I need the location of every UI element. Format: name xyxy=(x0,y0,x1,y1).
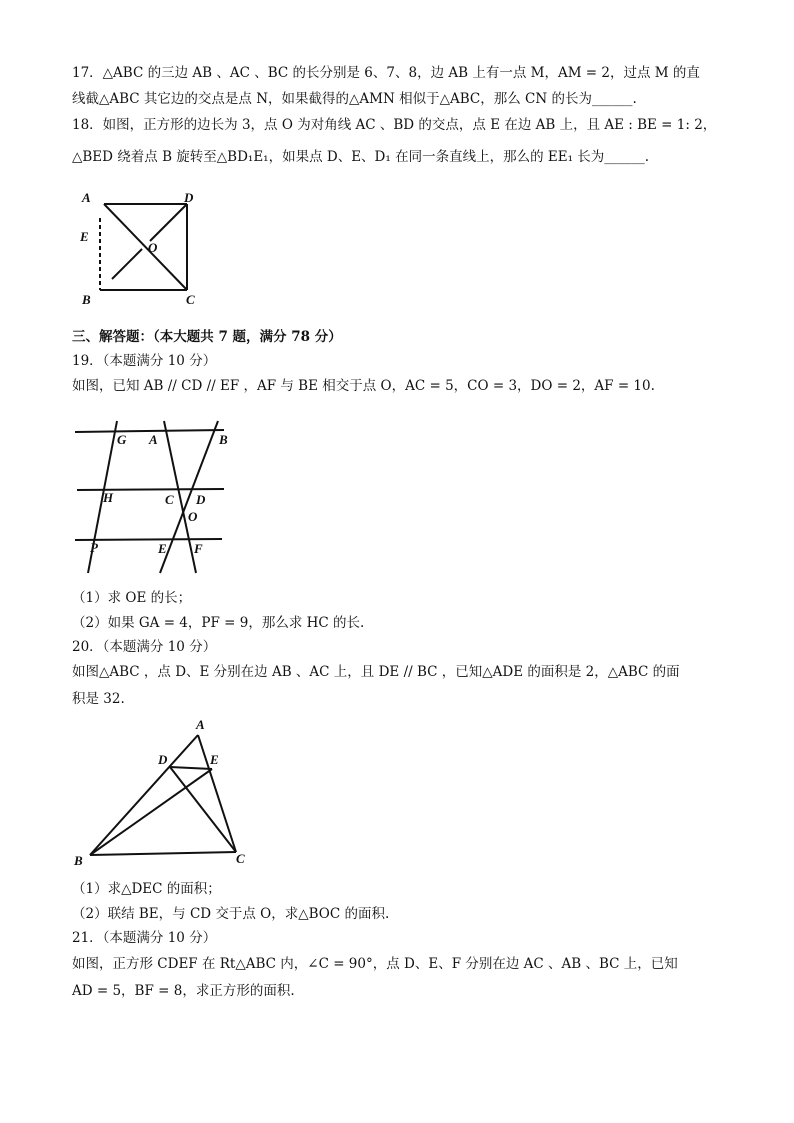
q20-label-C: C xyxy=(236,851,245,866)
q19-sub2: （2）如果 GA = 4，PF = 9，那么求 HC 的长. xyxy=(72,615,365,631)
q20-line2: 积是 32. xyxy=(72,691,125,707)
q19-label-P: P xyxy=(90,540,98,555)
q18-line1: 18．如图，正方形的边长为 3，点 O 为对角线 AC 、BD 的交点，点 E 在边 AB 上，且 AE : BE = 1: 2， xyxy=(72,117,717,133)
q20-sub1: （1）求△DEC 的面积； xyxy=(72,881,221,897)
q21-line2: AD = 5，BF = 8，求正方形的面积. xyxy=(72,983,295,999)
q18-label-O: O xyxy=(148,240,158,255)
q19-header: 19．（本题满分 10 分） xyxy=(72,353,217,369)
q19-label-O: O xyxy=(188,509,198,524)
q18-square-figure xyxy=(72,186,212,316)
q18-label-C: C xyxy=(186,292,195,307)
q18-label-D: D xyxy=(184,190,194,205)
q20-sub2: （2）联结 BE，与 CD 交于点 O，求△BOC 的面积. xyxy=(72,906,390,922)
q19-label-C: C xyxy=(165,492,174,507)
q18-line2: △BED 绕着点 B 旋转至△BD₁E₁，如果点 D、E、D₁ 在同一条直线上，那么的 EE₁ 长为______. xyxy=(72,149,650,165)
q20-header: 20．（本题满分 10 分） xyxy=(72,639,217,655)
q19-label-F: F xyxy=(194,541,203,556)
q21-header: 21．（本题满分 10 分） xyxy=(72,930,217,946)
q18-label-E: E xyxy=(80,229,89,244)
q19-label-A: A xyxy=(149,432,158,447)
q18-label-A: A xyxy=(82,190,91,205)
q20-label-B: B xyxy=(74,853,83,868)
q20-label-D: D xyxy=(158,752,168,767)
q17-line1: 17．△ABC 的三边 AB 、AC 、BC 的长分别是 6、7、8，边 AB 上有一点 M，AM = 2，过点 M 的直 xyxy=(72,65,700,81)
q19-parallel-lines-figure xyxy=(72,418,232,578)
q18-label-B: B xyxy=(82,292,91,307)
q17-line2: 线截△ABC 其它边的交点是点 N，如果截得的△AMN 相似于△ABC，那么 CN 的长为______. xyxy=(72,91,637,107)
q19-label-E: E xyxy=(158,541,167,556)
q19-line1: 如图，已知 AB // CD // EF ，AF 与 BE 相交于点 O，AC = 5，CO = 3，DO = 2，AF = 10. xyxy=(72,378,655,394)
q19-label-H: H xyxy=(103,490,114,505)
q20-label-A: A xyxy=(196,717,205,732)
section3-heading: 三、解答题：（本大题共 7 题，满分 78 分） xyxy=(72,329,342,345)
q19-label-G: G xyxy=(117,432,127,447)
q20-line1: 如图△ABC ，点 D、E 分别在边 AB 、AC 上，且 DE // BC ，已知△ADE 的面积是 2，△ABC 的面 xyxy=(72,664,680,680)
q21-line1: 如图，正方形 CDEF 在 Rt△ABC 内，∠C = 90°，点 D、E、F 分别在边 AC 、AB 、BC 上，已知 xyxy=(72,956,678,972)
q19-sub1: （1）求 OE 的长； xyxy=(72,590,192,606)
q20-triangle-figure xyxy=(72,715,262,875)
q19-label-B: B xyxy=(219,432,228,447)
q19-label-D: D xyxy=(196,492,206,507)
q20-label-E: E xyxy=(210,752,219,767)
